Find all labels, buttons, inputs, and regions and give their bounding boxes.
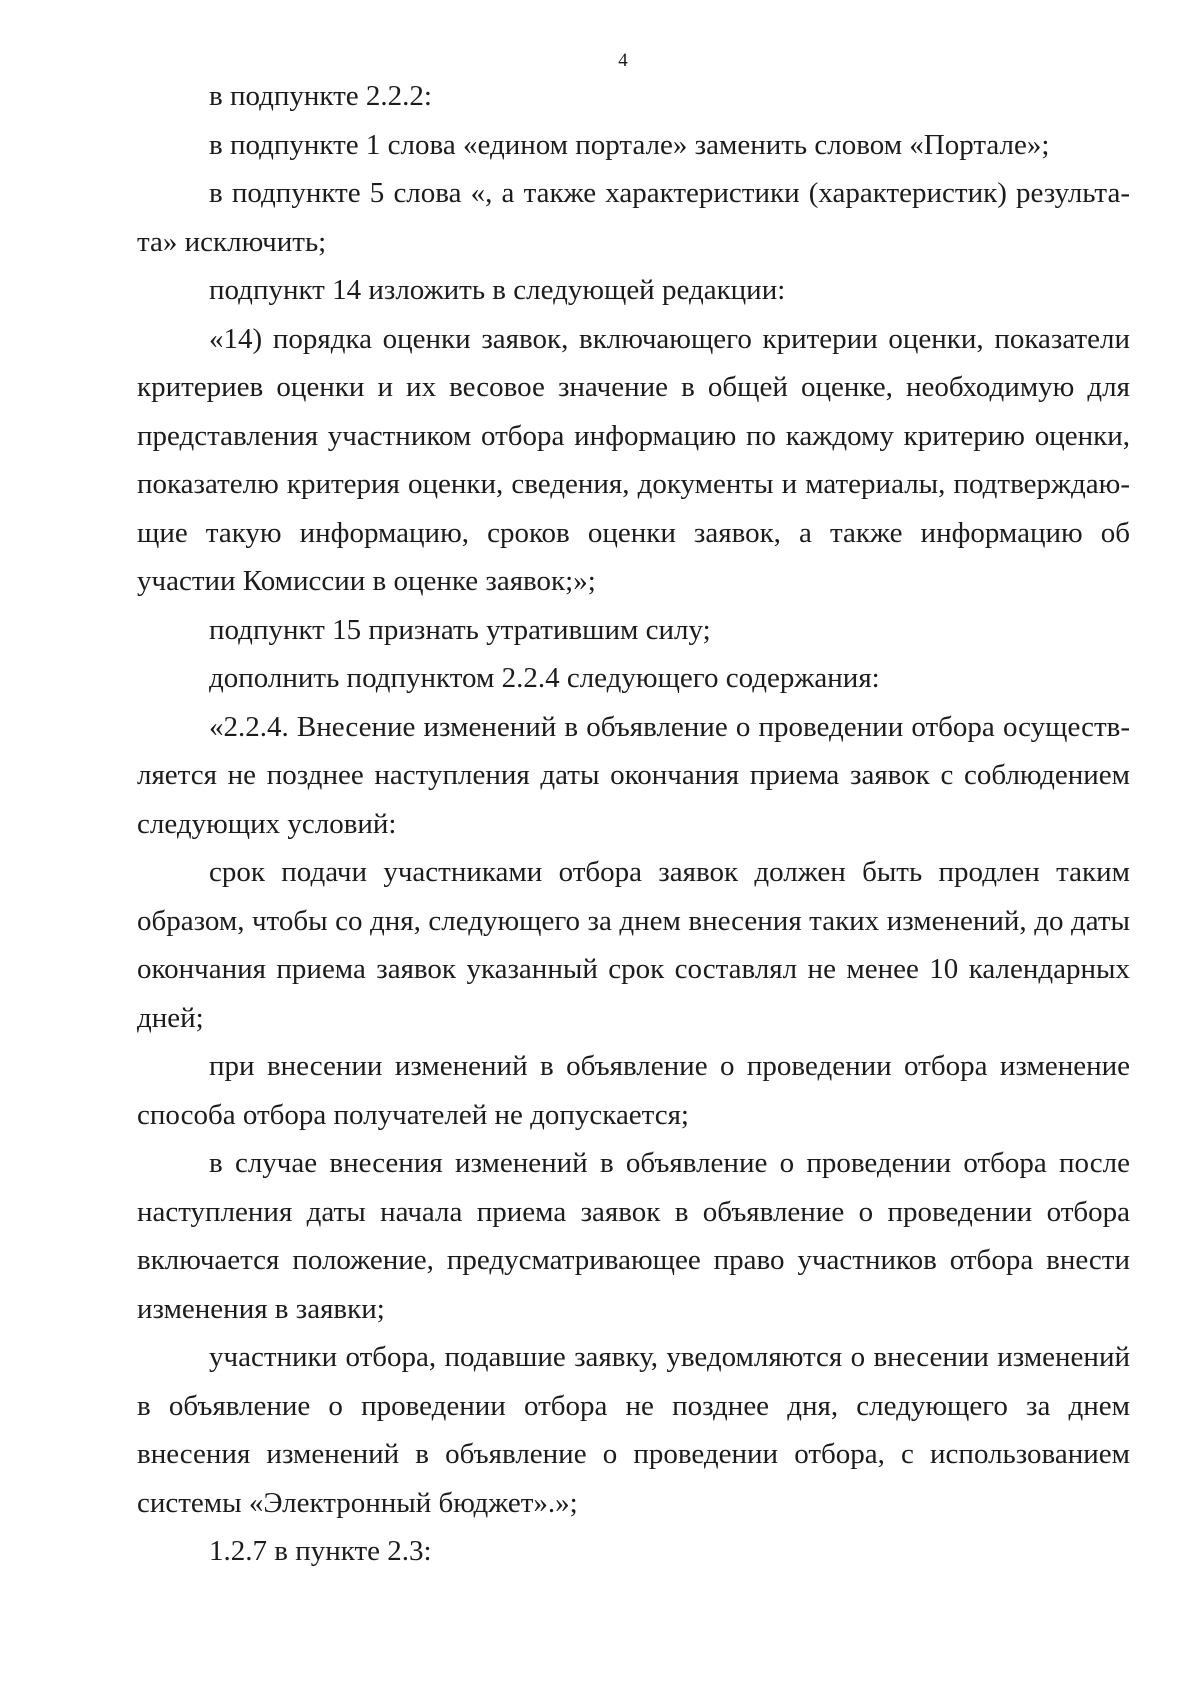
paragraph: при внесении изменений в объявление о проведении отбора изменение способа отбора получателей не допускается; [137, 1050, 1130, 1131]
paragraph: участники отбора, подавшие заявку, уведомляются о внесении изменений в объявление о проведении отбора не позднее дня, следующего за днем внесения изменений в объявление о проведении отбора, с использованием системы «Электронный бюджет».»; [137, 1341, 1130, 1519]
paragraph: 1.2.7 в пункте 2.3: [209, 1535, 432, 1567]
paragraph: в подпункте 2.2.2: [209, 80, 432, 112]
paragraph: «2.2.4. Внесение изменений в объявление о проведении отбора осуществляется не позднее наступления даты окончания приема заявок с соблюдением следующих условий: [137, 710, 1130, 840]
page-number: 4 [618, 50, 628, 71]
paragraph: подпункт 14 изложить в следующей редакции: [209, 274, 786, 306]
paragraph: в подпункте 5 слова «, а также характеристики (характеристик) результата» исключить; [137, 177, 1130, 258]
paragraph: дополнить подпунктом 2.2.4 следующего содержания: [209, 662, 880, 694]
paragraph: срок подачи участниками отбора заявок должен быть продлен таким образом, чтобы со дня, следующего за днем внесения таких изменений, до даты окончания приема заявок указанный срок составлял не менее 10 календарных дней; [137, 856, 1130, 1034]
paragraph: «14) порядка оценки заявок, включающего критерии оценки, показатели критериев оценки и их весовое значение в общей оценке, необходимую для представления участником отбора информацию по каждому критерию оценки, показателю критерия оценки, сведения, документы и материалы, подтверждающие такую информацию, сроков оценки заявок, а также информацию об участии Комиссии в оценке заявок;»; [137, 322, 1130, 597]
paragraph: подпункт 15 признать утратившим силу; [209, 613, 711, 646]
paragraph: в подпункте 1 слова «едином портале» заменить словом «Портале»; [209, 128, 1050, 161]
document-body [137, 72, 1130, 1576]
paragraph: в случае внесения изменений в объявление о проведении отбора после наступления даты начала приема заявок в объявление о проведении отбора включается положение, предусматривающее право участников отбора внести изменения в заявки; [137, 1147, 1130, 1325]
